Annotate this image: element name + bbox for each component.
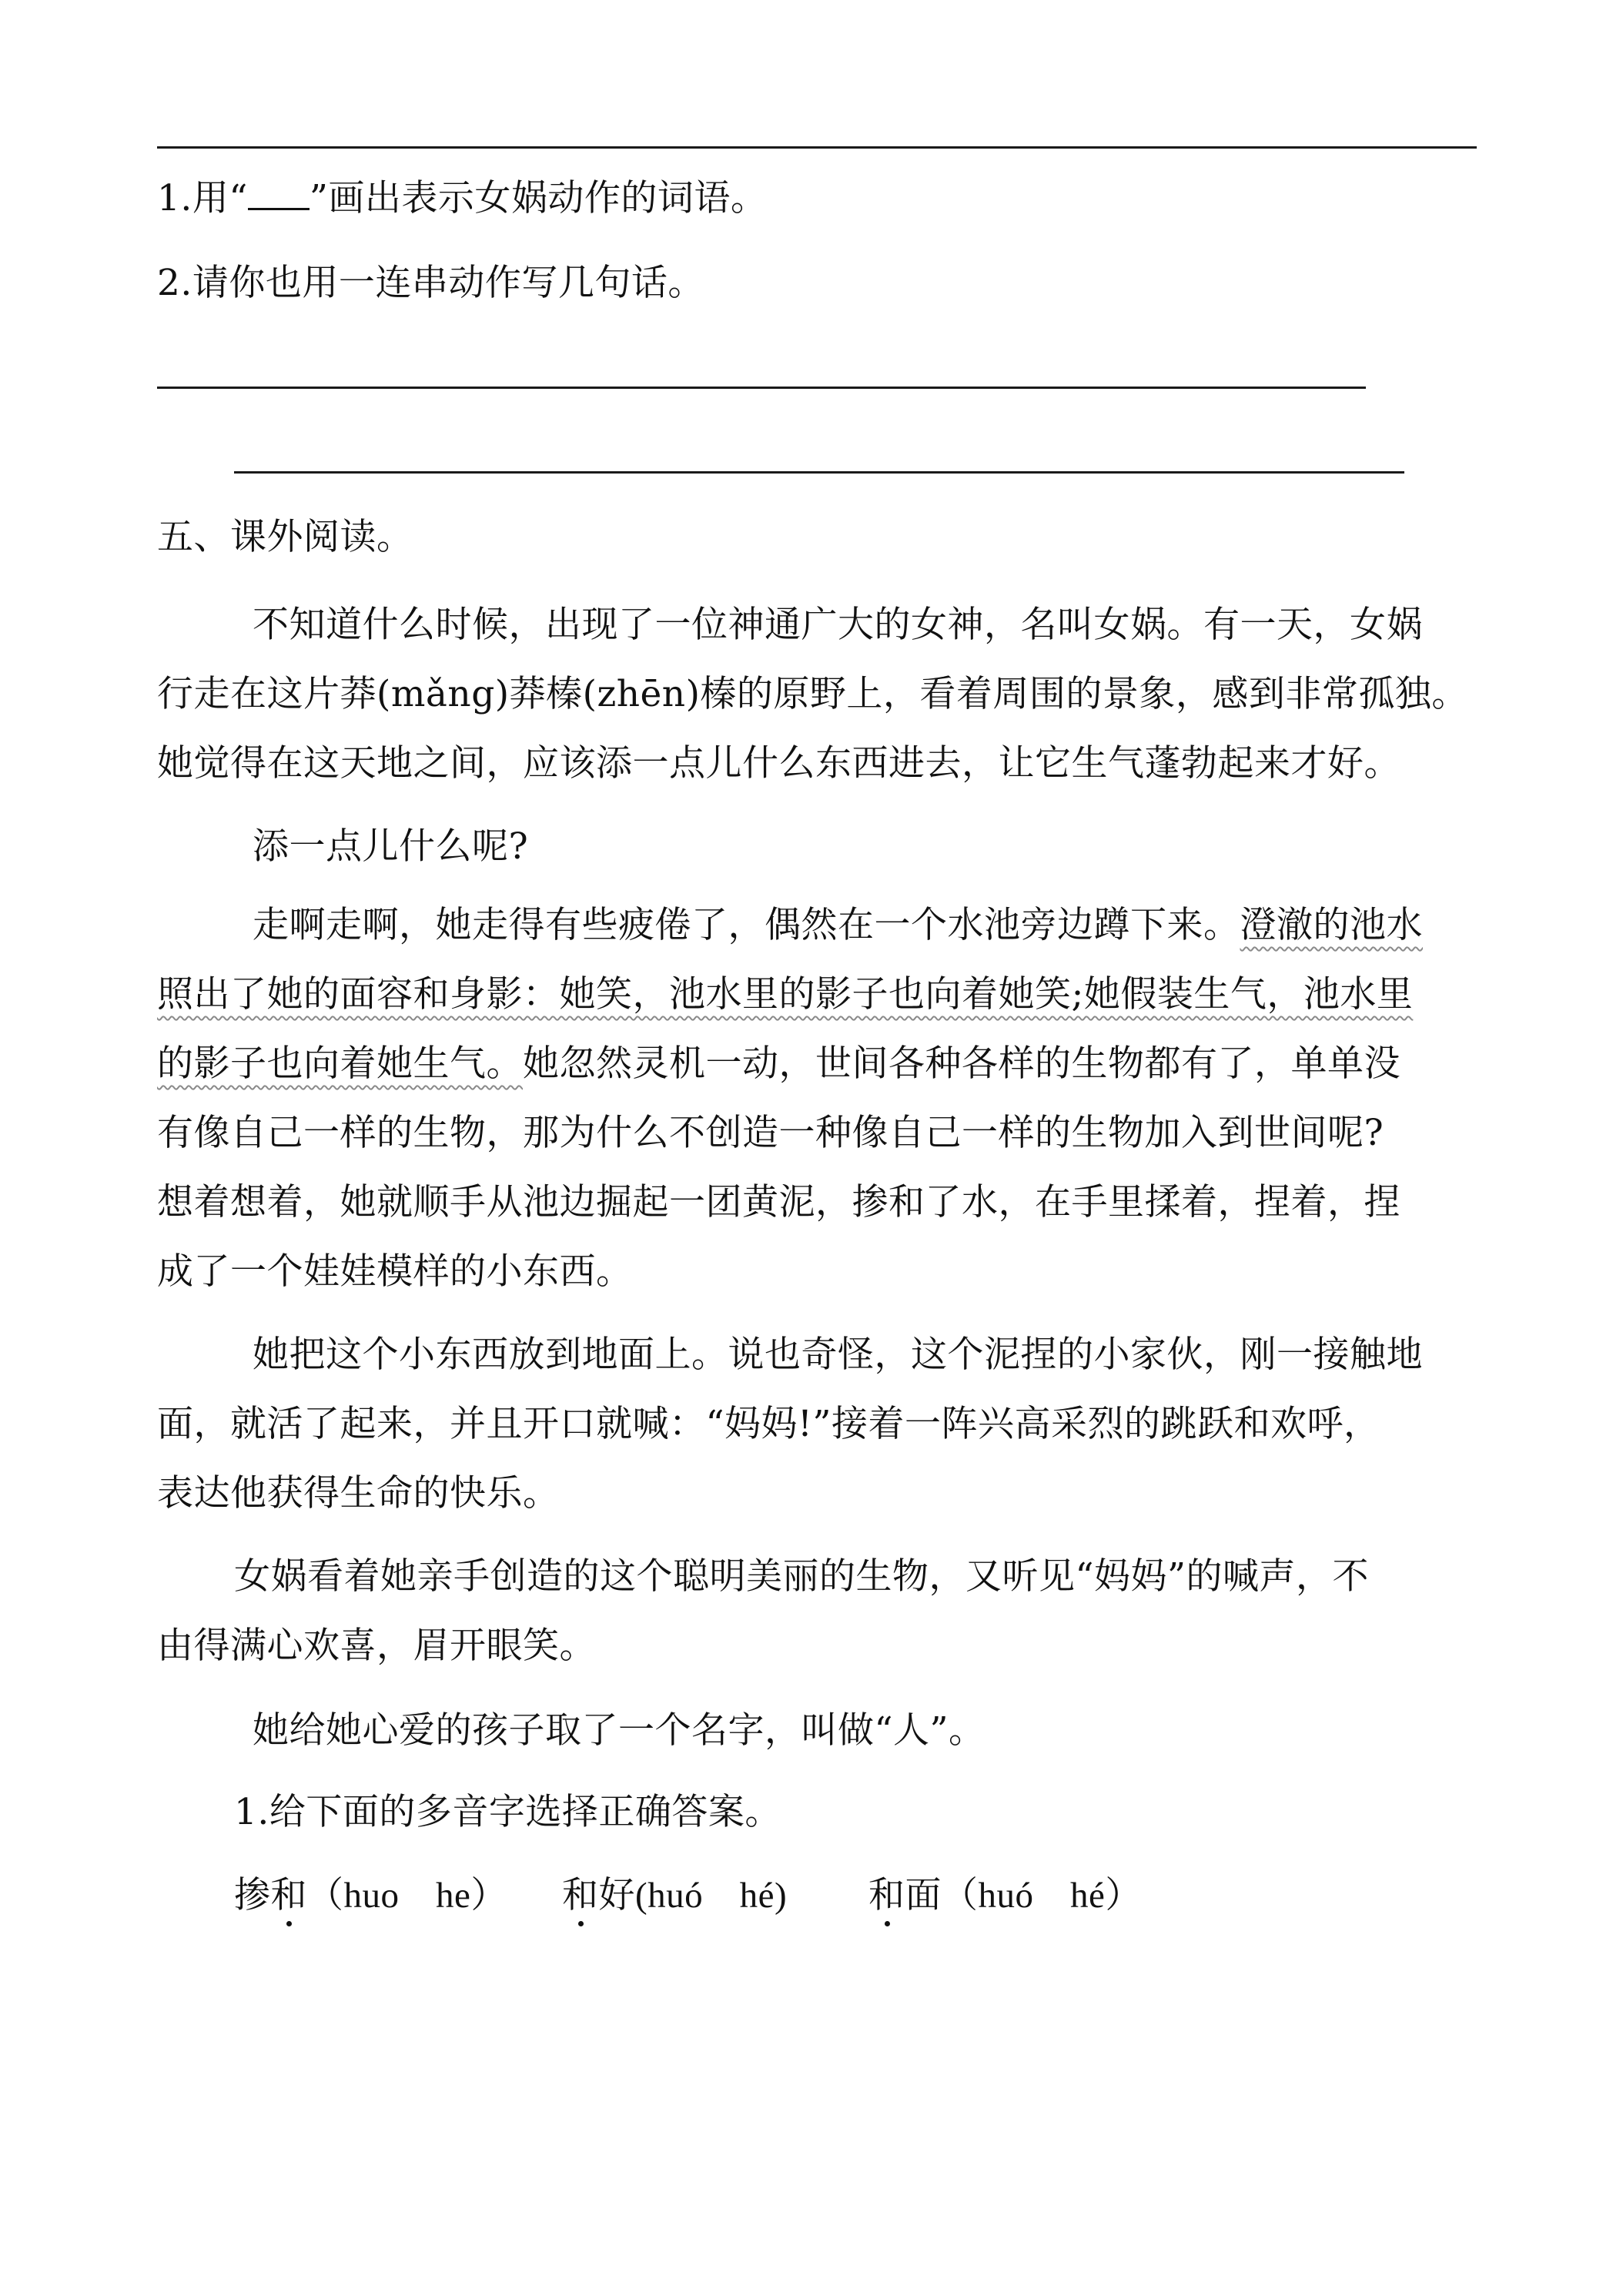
dotted-char: 和 xyxy=(271,1873,308,1919)
passage-line: 成了一个娃娃模样的小东西。 xyxy=(157,1250,633,1293)
passage-line: 她给她心爱的孩子取了一个名字，叫做“人”。 xyxy=(253,1709,986,1752)
passage-line xyxy=(157,1041,1400,1087)
underline-sample xyxy=(248,179,310,210)
passage-line: 女娲看着她亲手创造的这个聪明美丽的生物，又听见“妈妈”的喊声，不 xyxy=(234,1555,1370,1598)
passage-line: 行走在这片莽(mǎng)莽榛(zhēn)榛的原野上，看着周围的景象，感到非常孤独。 xyxy=(157,673,1468,715)
passage-line xyxy=(253,902,1423,949)
pinyin-options: （huó hé） xyxy=(942,1876,1142,1916)
pinyin-options: (huó hé) xyxy=(635,1876,788,1916)
passage-line: 添一点儿什么呢? xyxy=(253,825,529,868)
dotted-char: 和 xyxy=(868,1873,905,1919)
question-1 xyxy=(157,176,767,222)
passage-text: 她忽然灵机一动，世间各种各样的生物都有了，单单没 xyxy=(523,1043,1400,1085)
passage-line: 面，就活了起来，并且开口就喊：“妈妈!”接着一阵兴高采烈的跳跃和欢呼， xyxy=(157,1403,1380,1445)
passage-text: 走啊走啊，她走得有些疲倦了，偶然在一个水池旁边蹲下来。 xyxy=(253,904,1240,946)
passage-line: 想着想着，她就顺手从池边掘起一团黄泥，掺和了水，在手里揉着，捏着，捏 xyxy=(157,1181,1400,1223)
polyphone-item-2[interactable] xyxy=(562,1873,787,1919)
wavy-underlined-text: 照出了她的面容和身影：她笑，池水里的影子也向着她笑;她假装生气，池水里 xyxy=(157,973,1414,1016)
passage-line: 有像自己一样的生物，那为什么不创造一种像自己一样的生物加入到世间呢? xyxy=(157,1112,1384,1154)
answer-line-2[interactable] xyxy=(234,471,1404,474)
passage-line: 由得满心欢喜，眉开眼笑。 xyxy=(157,1625,596,1667)
passage-line: 不知道什么时候，出现了一位神通广大的女神，名叫女娲。有一天，女娲 xyxy=(253,604,1423,646)
polyphone-word-char: 好 xyxy=(598,1874,635,1916)
passage-line: 表达他获得生命的快乐。 xyxy=(157,1472,560,1514)
passage-line: 她把这个小东西放到地面上。说也奇怪，这个泥捏的小家伙，刚一接触地 xyxy=(253,1334,1423,1376)
wavy-underlined-text: 的影子也向着她生气。 xyxy=(157,1043,523,1085)
polyphone-word-char: 面 xyxy=(905,1874,942,1916)
pinyin-options: （huo he） xyxy=(307,1876,507,1916)
polyphone-item-1[interactable] xyxy=(234,1873,507,1919)
answer-line-1[interactable] xyxy=(157,387,1366,389)
polyphone-item-3[interactable] xyxy=(868,1873,1142,1919)
question-2: 2.请你也用一连串动作写几句话。 xyxy=(157,262,704,304)
passage-line: 她觉得在这天地之间，应该添一点儿什么东西进去，让它生气蓬勃起来才好。 xyxy=(157,742,1400,785)
question-1-suffix: ”画出表示女娲动作的词语。 xyxy=(309,177,768,219)
dotted-char: 和 xyxy=(562,1873,599,1919)
section-title: 五、课外阅读。 xyxy=(157,516,413,558)
question-1-prefix: 1.用“ xyxy=(157,177,248,219)
wavy-underlined-text: 澄澈的池水 xyxy=(1240,904,1423,946)
top-answer-line xyxy=(157,146,1477,149)
exercise-question-1: 1.给下面的多音字选择正确答案。 xyxy=(234,1791,781,1833)
polyphone-word-char: 掺 xyxy=(234,1874,271,1916)
